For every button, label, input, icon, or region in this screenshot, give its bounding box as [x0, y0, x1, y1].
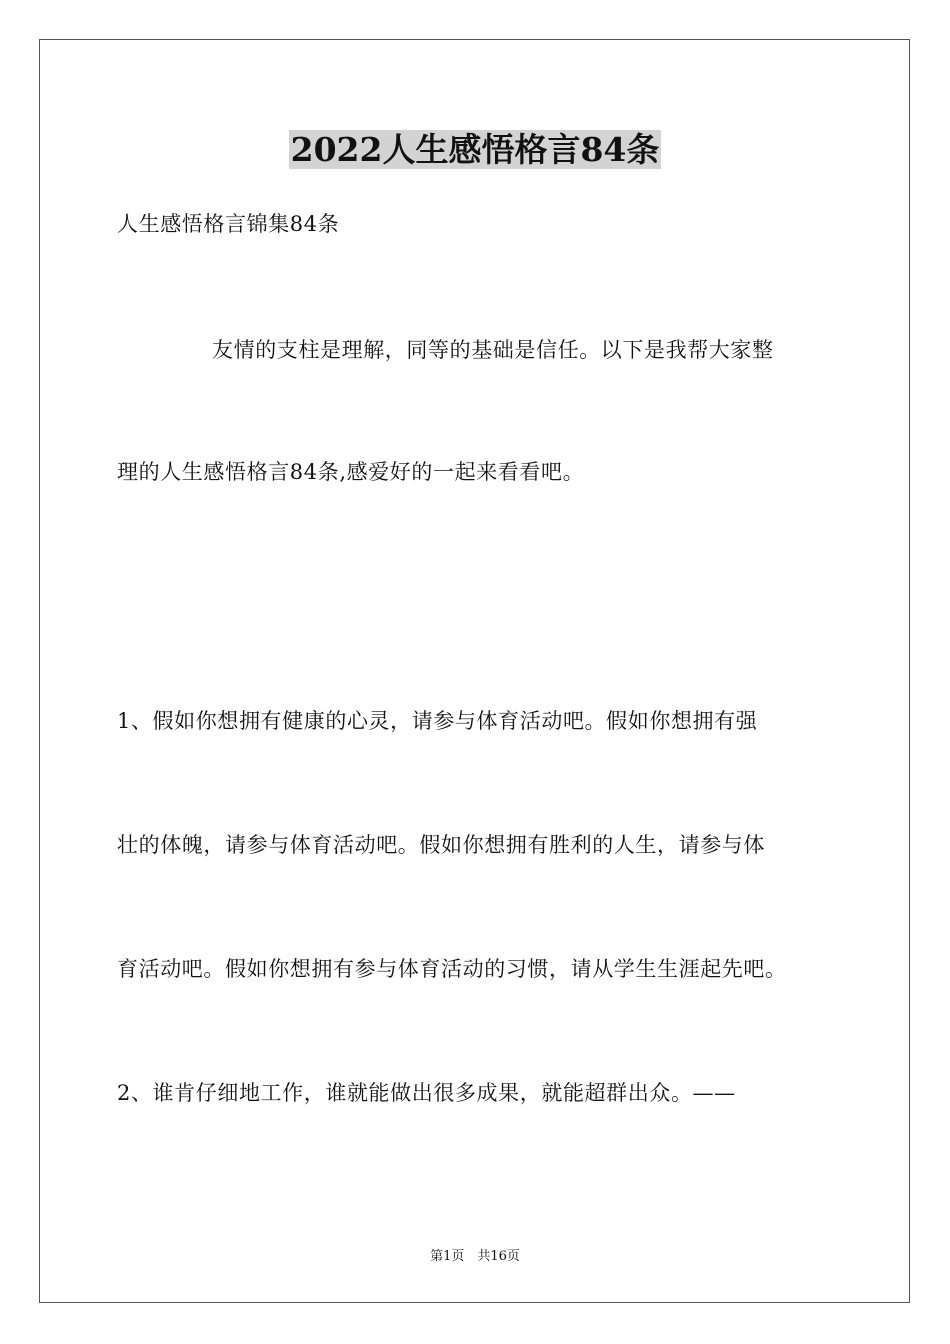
paragraph-line: 友情的支柱是理解，同等的基础是信任。以下是我帮大家整: [212, 338, 774, 362]
document-title-text: 2022人生感悟格言84条: [290, 130, 660, 169]
paragraph-line: 2、谁肯仔细地工作，谁就能做出很多成果，就能超群出众。——: [117, 1081, 736, 1105]
page-number: 第1页 共16页: [430, 1249, 520, 1264]
paragraph-line: 育活动吧。假如你想拥有参与体育活动的习惯，请从学生生涯起先吧。: [117, 957, 787, 981]
paragraph-line: 理的人生感悟格言84条,感爱好的一起来看看吧。: [117, 460, 585, 484]
paragraph-line: 1、假如你想拥有健康的心灵，请参与体育活动吧。假如你想拥有强: [117, 709, 758, 733]
document-title: [0, 128, 950, 172]
document-subtitle: 人生感悟格言锦集84条: [117, 212, 340, 236]
paragraph-line: 壮的体魄，请参与体育活动吧。假如你想拥有胜利的人生，请参与体: [117, 833, 765, 857]
